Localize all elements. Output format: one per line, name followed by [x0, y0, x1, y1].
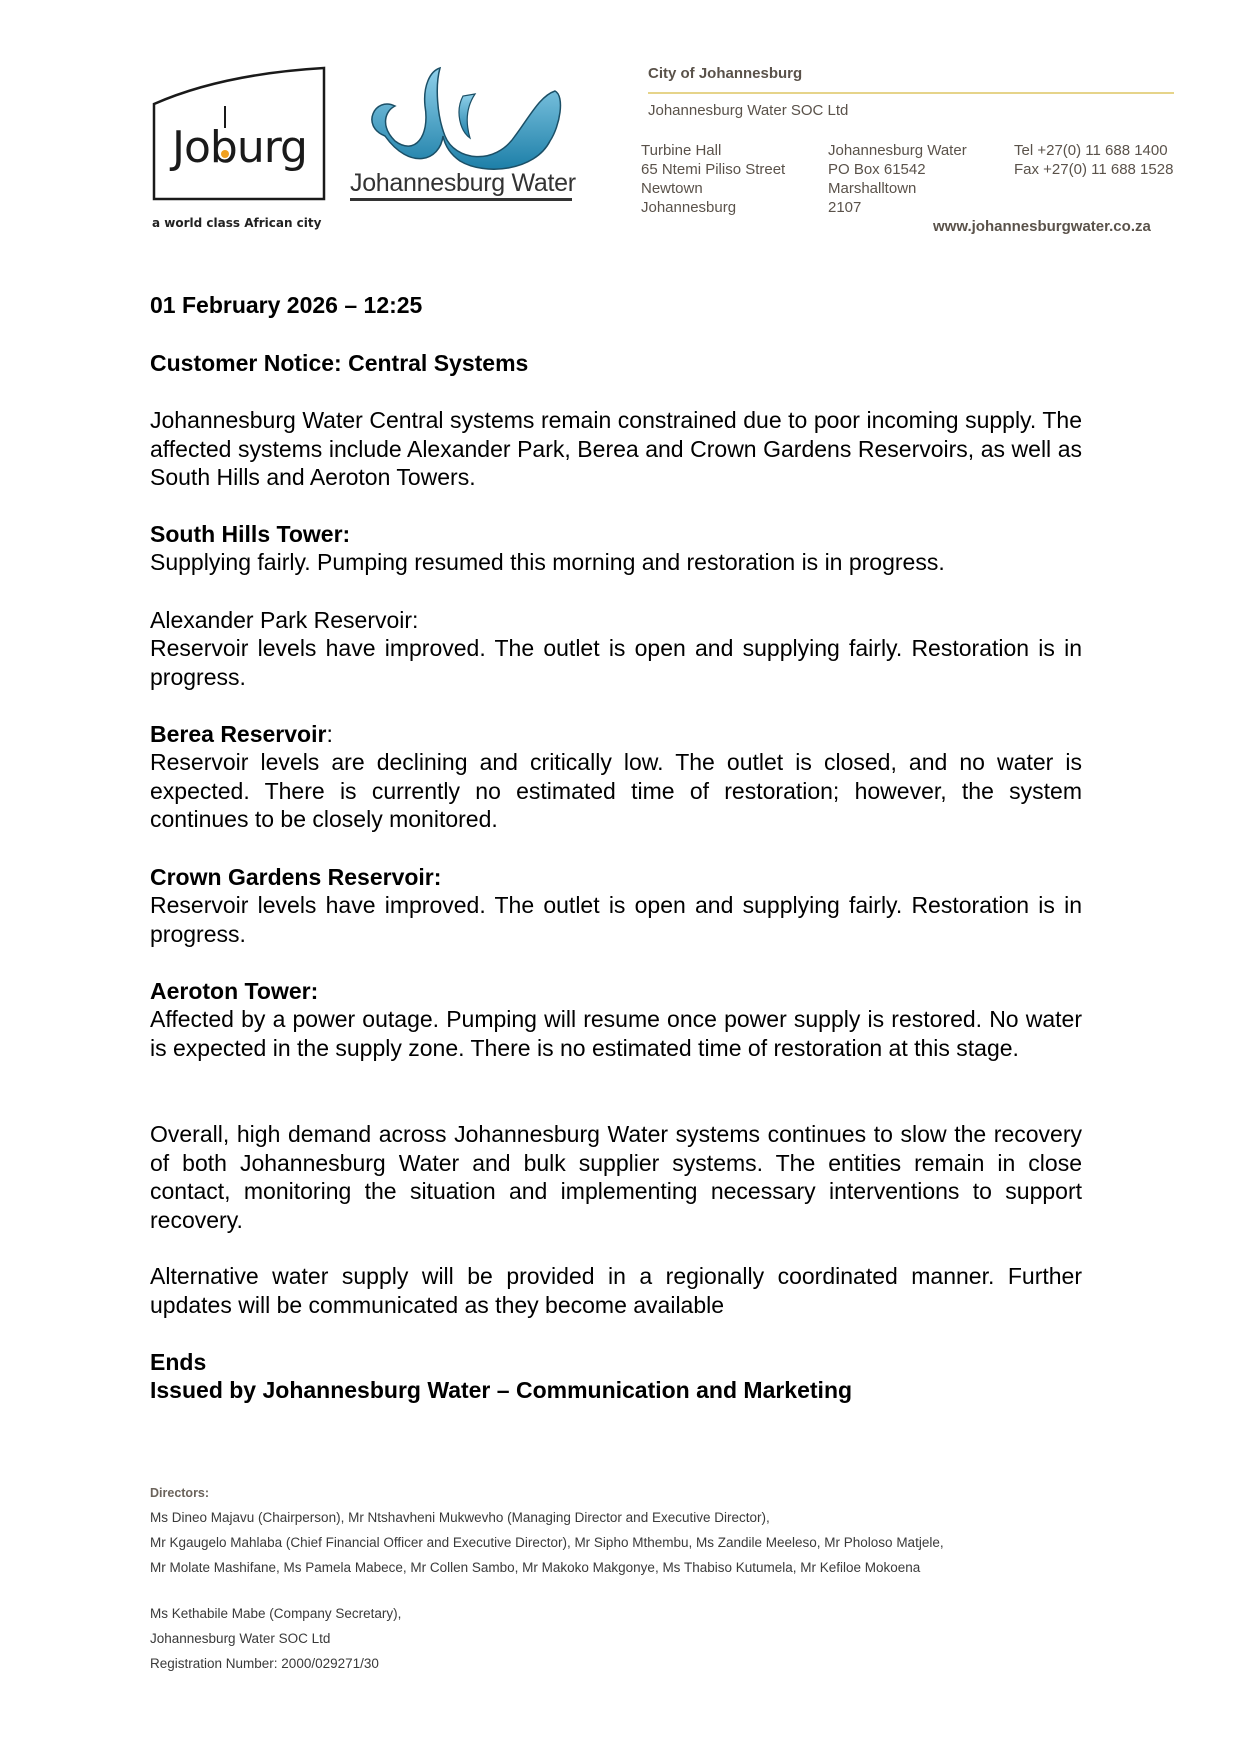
address-line: Newtown	[641, 180, 703, 197]
directors-label: Directors:	[150, 1486, 210, 1500]
heading-colon: :	[326, 721, 333, 747]
header-divider	[648, 92, 1174, 94]
company-secretary: Ms Kethabile Mabe (Company Secretary),	[150, 1606, 402, 1621]
joburg-logo	[152, 66, 332, 234]
issued-by: Issued by Johannesburg Water – Communication and Marketing	[150, 1377, 853, 1403]
section-heading-aeroton: Aeroton Tower:	[150, 978, 319, 1004]
address-line: Marshalltown	[828, 180, 917, 197]
address-line: Johannesburg	[641, 199, 737, 216]
physical-address	[641, 141, 785, 217]
section-body-aeroton: Affected by a power outage. Pumping will resume once power supply is restored. No water is expected in the supply zone. There is no estimated time of restoration at this stage.	[150, 1006, 1082, 1061]
telephone: Tel +27(0) 11 688 1400	[1014, 142, 1168, 159]
directors-line: Ms Dineo Majavu (Chairperson), Mr Ntshavheni Mukwevho (Managing Director and Executive Director),	[150, 1510, 770, 1525]
address-line: 65 Ntemi Piliso Street	[641, 161, 786, 178]
address-line: Johannesburg Water	[828, 142, 967, 159]
logo-underline	[350, 198, 572, 201]
notice-date-time: 01 February 2026 – 12:25	[150, 292, 423, 318]
section-body-berea: Reservoir levels are declining and critically low. The outlet is closed, and no water is expected. There is currently no estimated time of restoration; however, the system continues to be closely monitored.	[150, 749, 1082, 833]
website-link[interactable]: www.johannesburgwater.co.za	[933, 218, 1151, 235]
company-name: Johannesburg Water SOC Ltd	[648, 102, 849, 119]
directors-line: Mr Molate Mashifane, Ms Pamela Mabece, Mr Collen Sambo, Mr Makoko Makgonye, Ms Thabiso Kutumela, Mr Kefiloe Mokoena	[150, 1560, 921, 1575]
address-line: PO Box 61542	[828, 161, 926, 178]
footer-company-name: Johannesburg Water SOC Ltd	[150, 1631, 331, 1646]
postal-address	[828, 141, 967, 217]
section-heading-berea	[150, 720, 1082, 749]
address-line: Turbine Hall	[641, 142, 722, 159]
alternative-supply-paragraph: Alternative water supply will be provided in a regionally coordinated manner. Further updates will be communicated as they become available	[150, 1263, 1082, 1318]
city-title: City of Johannesburg	[648, 65, 803, 82]
heading-text: Berea Reservoir	[150, 721, 327, 747]
registration-number: Registration Number: 2000/029271/30	[150, 1656, 379, 1671]
section-heading-alexander-park: Alexander Park Reservoir:	[150, 607, 419, 633]
joburg-tagline: a world class African city	[152, 216, 322, 230]
section-body-alexander-park: Reservoir levels have improved. The outlet is open and supplying fairly. Restoration is in progress.	[150, 635, 1082, 690]
section-heading-south-hills: South Hills Tower:	[150, 521, 351, 547]
section-body-south-hills: Supplying fairly. Pumping resumed this morning and restoration is in progress.	[150, 549, 945, 575]
intro-paragraph: Johannesburg Water Central systems remain constrained due to poor incoming supply. The affected systems include Alexander Park, Berea and Crown Gardens Reservoirs, as well as South Hills and Aeroton Towers.	[150, 407, 1082, 491]
section-heading-crown-gardens: Crown Gardens Reservoir:	[150, 864, 442, 890]
notice-title: Customer Notice: Central Systems	[150, 350, 529, 376]
water-waves-icon	[355, 66, 570, 176]
johannesburg-water-logo	[350, 66, 575, 206]
address-line: 2107	[828, 199, 862, 216]
directors-line: Mr Kgaugelo Mahlaba (Chief Financial Officer and Executive Director), Mr Sipho Mthembu, Ms Zandile Meeleso, Mr Pholoso Matjele,	[150, 1535, 944, 1550]
contact-numbers	[1014, 141, 1173, 179]
fax: Fax +27(0) 11 688 1528	[1014, 161, 1174, 178]
section-body-crown-gardens: Reservoir levels have improved. The outlet is open and supplying fairly. Restoration is in progress.	[150, 892, 1082, 947]
johannesburg-water-wordmark: Johannesburg Water	[350, 169, 576, 197]
joburg-wordmark: Joburg	[172, 122, 307, 173]
ends-label: Ends	[150, 1349, 207, 1375]
overall-paragraph: Overall, high demand across Johannesburg Water systems continues to slow the recovery of both Johannesburg Water and bulk supplier systems. The entities remain in close contact, monitoring the situation and implementing necessary interventions to support recovery.	[150, 1121, 1082, 1234]
